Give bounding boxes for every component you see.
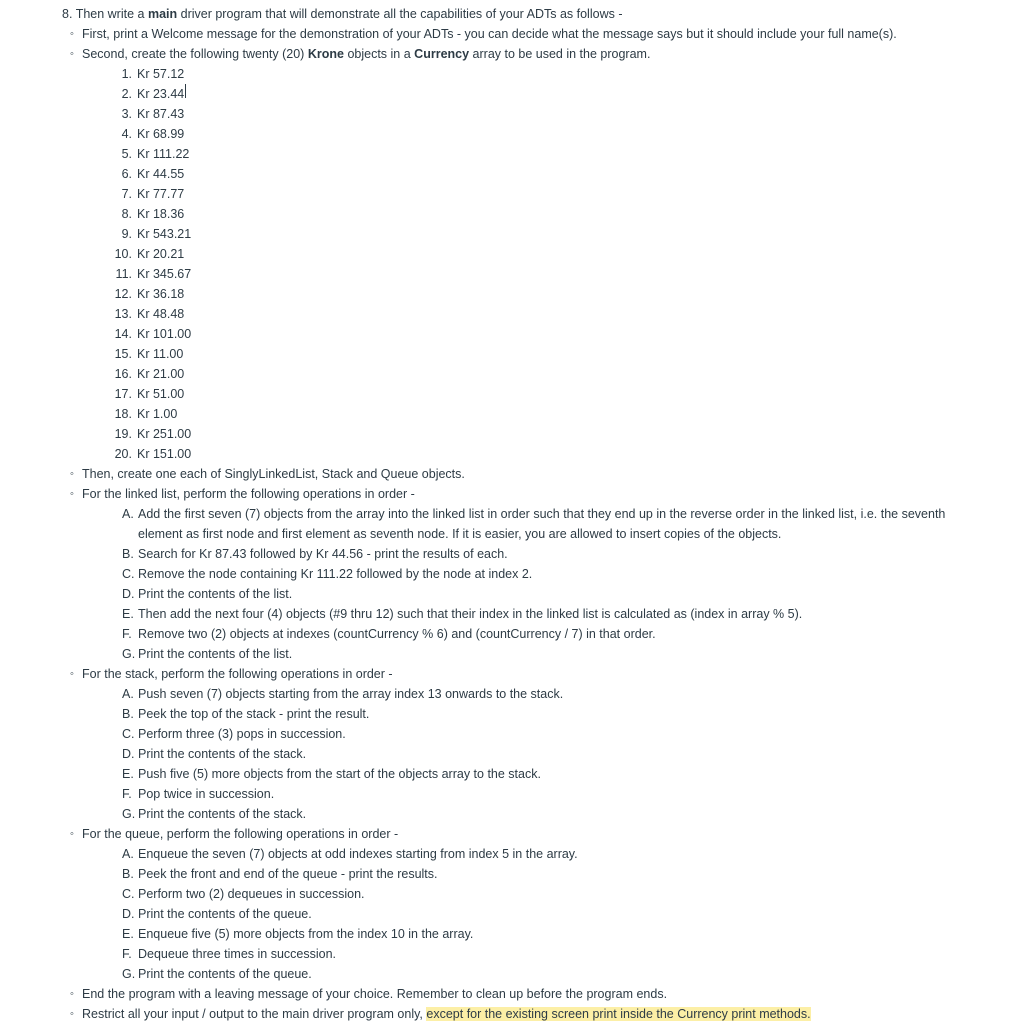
op-text: Print the contents of the queue. [138,967,312,981]
bullet-end [70,984,1021,1004]
op-text: Remove the node containing Kr 111.22 followed by the node at index 2. [138,567,533,581]
stack-op [122,804,1021,824]
op-letter: G. [122,967,136,981]
krone-list-item [110,324,1021,344]
op-letter: E. [122,767,134,781]
bullet-stack [70,664,1021,684]
op-text: Peek the front and end of the queue - print the results. [138,867,438,881]
bullet-icon: ◦ [70,28,74,40]
op-letter: C. [122,887,135,901]
bullet-end-text: End the program with a leaving message of your choice. Remember to clean up before the program ends. [82,987,668,1001]
op-text: Print the contents of the stack. [138,807,307,821]
bullet-restrict-pre: Restrict all your input / output to the main driver program only, [82,1007,423,1021]
krone-value: Kr 111.22 [137,147,190,161]
krone-list-item [116,144,1021,164]
op-text: Perform two (2) dequeues in succession. [138,887,365,901]
bullet-icon: ◦ [70,988,74,1000]
bullet-second-bold-krone: Krone [307,47,344,61]
op-letter: B. [122,867,134,881]
linked-list-op [122,584,1021,604]
op-letter: C. [122,567,135,581]
op-letter: F. [122,787,132,801]
bullet-icon: ◦ [70,668,74,680]
bullet-then-text: Then, create one each of SinglyLinkedList, Stack and Queue objects. [82,467,465,481]
bullet-second-post: array to be used in the program. [472,47,651,61]
queue-ops [62,844,1021,984]
op-letter: A. [122,507,134,521]
heading-text-pre: Then write a [75,7,145,21]
linked-list-op [122,544,1021,564]
op-text: Remove two (2) objects at indexes (countCurrency % 6) and (countCurrency / 7) in that order. [138,627,656,641]
list-number: 17. [114,387,132,401]
op-text: Print the contents of the list. [138,587,293,601]
linked-list-op [122,604,1021,624]
queue-op [122,844,1021,864]
krone-list-item [116,84,1021,104]
op-text: Search for Kr 87.43 followed by Kr 44.56 - print the results of each. [138,547,508,561]
list-number: 4. [121,127,132,141]
queue-op [122,964,1021,984]
krone-value: Kr 345.67 [137,267,192,281]
krone-value: Kr 251.00 [137,427,192,441]
krone-value: Kr 543.21 [137,227,192,241]
krone-value: Kr 1.00 [137,407,178,421]
krone-list-item [116,184,1021,204]
krone-value: Kr 36.18 [137,287,185,301]
bullet-icon: ◦ [70,48,74,60]
bullet-icon: ◦ [70,488,74,500]
linked-list-op [122,504,952,544]
list-number: 10. [114,247,132,261]
bullet-second-mid: objects in a [347,47,411,61]
bullet-first [70,24,1021,44]
krone-list-item [116,104,1021,124]
stack-op [122,724,1021,744]
op-text: Push seven (7) objects starting from the array index 13 onwards to the stack. [138,687,564,701]
krone-list-item [116,204,1021,224]
list-number: 6. [121,167,132,181]
list-number: 11. [115,267,132,281]
op-text: Perform three (3) pops in succession. [138,727,346,741]
stack-op [122,764,1021,784]
op-letter: F. [122,627,132,641]
krone-value: Kr 21.00 [137,367,185,381]
op-letter: F. [122,947,132,961]
krone-value: Kr 11.00 [137,347,184,361]
krone-value: Kr 51.00 [137,387,185,401]
op-text: Print the contents of the queue. [138,907,312,921]
highlighted-text: except for the existing screen print inside the Currency print methods. [426,1007,811,1021]
op-letter: D. [122,907,135,921]
list-number: 1. [121,67,132,81]
op-text: Pop twice in succession. [138,787,275,801]
op-letter: D. [122,587,135,601]
krone-list-item [116,164,1021,184]
list-number: 7. [121,187,132,201]
bullet-icon: ◦ [70,828,74,840]
list-number: 3. [121,107,132,121]
bullet-first-text: First, print a Welcome message for the demonstration of your ADTs - you can decide what the message says but it should include your full name(s). [82,27,897,41]
krone-list-item [110,404,1021,424]
krone-value: Kr 68.99 [137,127,185,141]
op-letter: A. [122,847,134,861]
stack-op [122,744,1021,764]
queue-op [122,864,1021,884]
krone-value: Kr 151.00 [137,447,192,461]
list-number: 16. [114,367,132,381]
bullet-queue [70,824,1021,844]
list-number: 5. [121,147,132,161]
linked-list-op [122,644,1021,664]
op-letter: B. [122,547,134,561]
bullet-second [70,44,1021,64]
heading-bold-main: main [147,7,178,21]
krone-value: Kr 18.36 [137,207,185,221]
linked-list-intro: For the linked list, perform the following operations in order - [82,487,415,501]
krone-value: Kr 77.77 [137,187,185,201]
linked-list-op [122,624,1021,644]
krone-value: Kr 101.00 [137,327,192,341]
heading-text-post: driver program that will demonstrate all the capabilities of your ADTs as follows - [180,7,623,21]
list-number: 20. [114,447,132,461]
op-letter: E. [122,607,134,621]
krone-list-item [110,284,1021,304]
krone-value: Kr 44.55 [137,167,185,181]
list-number: 14. [114,327,132,341]
queue-op [122,884,1021,904]
krone-list-item [110,424,1021,444]
krone-value: Kr 23.44 [137,87,185,101]
op-text: Enqueue five (5) more objects from the index 10 in the array. [138,927,474,941]
krone-value: Kr 87.43 [137,107,185,121]
list-number: 2. [121,87,132,101]
op-text: Push five (5) more objects from the start of the objects array to the stack. [138,767,541,781]
op-text: Peek the top of the stack - print the result. [138,707,370,721]
bullet-then [70,464,1021,484]
bullet-icon: ◦ [70,1008,74,1020]
stack-ops [62,684,1021,824]
krone-list-item [110,244,1021,264]
bullet-linked-list [70,484,1021,504]
list-number: 19. [114,427,132,441]
krone-list-item [116,124,1021,144]
queue-op [122,944,1021,964]
stack-op [122,784,1021,804]
krone-list-item [110,304,1021,324]
queue-op [122,904,1021,924]
op-letter: E. [122,927,134,941]
krone-list-item [110,364,1021,384]
queue-intro: For the queue, perform the following operations in order - [82,827,399,841]
list-number: 15. [114,347,132,361]
step-8-heading [62,4,1021,24]
queue-op [122,924,1021,944]
list-number: 9. [121,227,132,241]
list-number: 8. [121,207,132,221]
stack-op [122,684,1021,704]
op-text: Print the contents of the list. [138,647,293,661]
bullet-icon: ◦ [70,468,74,480]
op-text: Then add the next four (4) objects (#9 thru 12) such that their index in the linked list is calculated as (index in array % 5). [138,607,803,621]
krone-value: Kr 57.12 [137,67,185,81]
op-letter: G. [122,647,136,661]
bullet-second-bold-currency: Currency [414,47,470,61]
stack-intro: For the stack, perform the following operations in order - [82,667,393,681]
krone-list-item [116,224,1021,244]
linked-list-ops [62,504,1021,664]
op-text: Dequeue three times in succession. [138,947,337,961]
op-text: Add the first seven (7) objects from the array into the linked list in order such that they end up in the reverse order in the linked list, i.e. the seventh element as first node and first element as seventh node. If it is easier, you are allowed to insert copies of the objects. [138,507,946,541]
op-letter: D. [122,747,135,761]
linked-list-op [122,564,1021,584]
bullet-second-pre: Second, create the following twenty (20) [82,47,305,61]
stack-op [122,704,1021,724]
op-letter: B. [122,707,134,721]
list-number: 18. [114,407,132,421]
krone-value: Kr 48.48 [137,307,185,321]
krone-list-item [116,64,1021,84]
krone-list-item [110,264,1021,284]
krone-list [62,64,1021,464]
text-cursor [185,84,186,98]
krone-list-item [110,344,1021,364]
krone-list-item [110,444,1021,464]
op-text: Print the contents of the stack. [138,747,307,761]
krone-list-item [110,384,1021,404]
list-number: 12. [114,287,132,301]
step-number: 8. [62,7,73,21]
op-letter: A. [122,687,134,701]
op-text: Enqueue the seven (7) objects at odd indexes starting from index 5 in the array. [138,847,578,861]
list-number: 13. [114,307,132,321]
op-letter: G. [122,807,136,821]
op-letter: C. [122,727,135,741]
bullet-restrict [70,1004,1021,1024]
krone-value: Kr 20.21 [137,247,185,261]
